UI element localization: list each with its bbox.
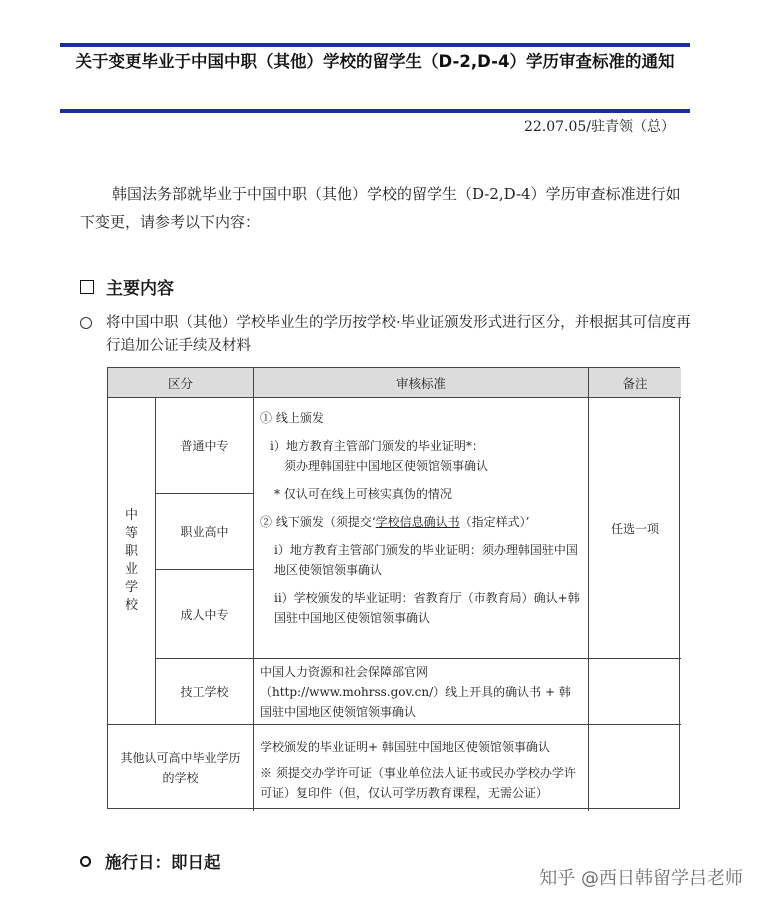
school-info-form-link: 学校信息确认书	[375, 515, 460, 529]
offline-item-1: i）地方教育主管部门颁发的毕业证明：须办理韩国驻中国地区使领馆领事确认	[274, 543, 578, 577]
circle-bullet-icon	[80, 856, 91, 867]
group-label-char: 学	[124, 580, 138, 595]
online-item-1-b: 须办理韩国驻中国地区使领馆领事确认	[284, 459, 489, 473]
title-rule-top	[60, 43, 690, 47]
title-rule-bottom	[60, 109, 690, 113]
remark-empty-other	[589, 725, 681, 811]
group-label-char: 职	[124, 544, 138, 559]
group-label-char: 业	[124, 562, 138, 577]
header-remark: 备注	[589, 368, 681, 398]
row-other-school: 其他认可高中毕业学历的学校	[108, 725, 254, 811]
circle-bullet-icon	[80, 317, 92, 329]
remark-cell: 任选一项	[589, 398, 681, 659]
offline-title-post: （指定样式）’	[459, 515, 530, 529]
row-adult-vocational: 成人中专	[156, 570, 254, 659]
watermark: 知乎 @西日韩留学吕老师	[539, 868, 743, 889]
date-line: 22.07.05/驻青领（总）	[523, 119, 675, 135]
online-title: ① 线上颁发	[260, 411, 324, 425]
document-title: 关于变更毕业于中国中职（其他）学校的留学生（D-2,D-4）学历审查标准的通知	[75, 52, 675, 71]
online-note: * 仅认可在线上可核实真伪的情况	[274, 487, 452, 501]
row-vocational-high: 职业高中	[156, 494, 254, 570]
offline-title-pre: ② 线下颁发（须提交‘	[260, 515, 376, 529]
other-line-1: 学校颁发的毕业证明+ 韩国驻中国地区使领馆领事确认	[260, 740, 550, 754]
header-category: 区分	[108, 368, 254, 398]
standard-other-school-cell	[254, 725, 589, 811]
offline-item-2: ii）学校颁发的毕业证明：省教育厅（市教育局）确认+韩国驻中国地区使领馆领事确认	[274, 591, 580, 625]
bullet-text: 将中国中职（其他）学校毕业生的学历按学校·毕业证颁发形式进行区分，并根据其可信度再行追加公证手续及材料	[106, 315, 691, 354]
row-regular-vocational: 普通中专	[156, 398, 254, 494]
square-bullet-icon	[80, 280, 94, 294]
standard-tech-school-cell	[254, 659, 589, 725]
section-heading	[80, 274, 174, 299]
tech-school-text: 中国人力资源和社会保障部官网（http://www.mohrss.gov.cn/）线上开具的确认书 + 韩国驻中国地区使领馆领事确认	[260, 664, 571, 719]
group-label-char: 等	[124, 526, 138, 541]
group-label-char: 校	[124, 598, 138, 613]
offline-title	[260, 512, 582, 532]
header-standard: 审核标准	[254, 368, 589, 398]
intro-paragraph: 韩国法务部就毕业于中国中职（其他）学校的留学生（D-2,D-4）学历审查标准进行如下变更，请参考以下内容：	[80, 185, 681, 231]
effective-date-heading	[80, 849, 221, 873]
remark-empty-tech	[589, 659, 681, 725]
bullet-paragraph	[80, 312, 692, 358]
effective-date-text: 施行日：即日起	[105, 853, 221, 872]
review-standard-table	[107, 367, 680, 809]
standard-vocational-cell	[254, 398, 589, 659]
other-line-2: ※ 须提交办学许可证（事业单位法人证书或民办学校办学许可证）复印件（但，仅认可学历教育课程，无需公证）	[260, 766, 576, 800]
section-heading-text: 主要内容	[106, 279, 174, 299]
row-technical-school: 技工学校	[156, 659, 254, 725]
group-label-char: 中	[124, 508, 138, 523]
group-label-secondary-vocational	[108, 398, 156, 725]
online-item-1-a: i）地方教育主管部门颁发的毕业证明*：	[270, 439, 484, 453]
